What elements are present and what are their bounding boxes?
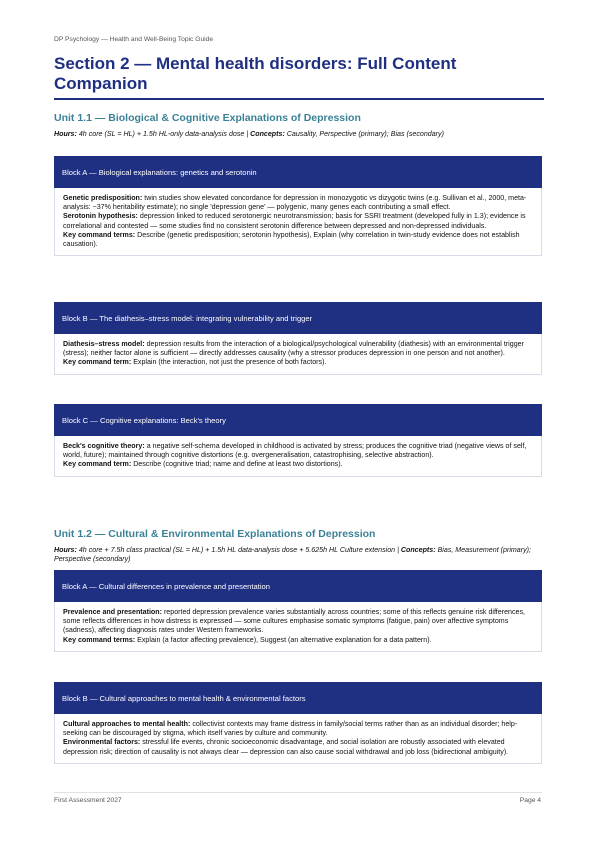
- paragraph: [63, 358, 533, 367]
- paragraph: [63, 636, 533, 645]
- paragraph: [63, 460, 533, 469]
- paragraph-text: stressful life events, chronic socioeconomic disadvantage, and social isolation are robustly associated with elevated depression risk; direction of causality is not always clear — depression can also cause social withdrawal and job loss (bidirectional ambiguity).: [63, 738, 509, 756]
- term-label: Key command term:: [63, 460, 132, 469]
- unit-1-1-block-b-header: Block B — The diathesis–stress model: integrating vulnerability and trigger: [54, 302, 542, 334]
- paragraph-text: reported depression prevalence varies substantially across countries; some of this reflects genuine risk differences, some reflects differences in how distress is expressed — some cultures emphasise somatic symptoms (fatigue, pain) over affective symptoms (sadness), affecting diagnosis rates under Western frameworks.: [63, 608, 525, 635]
- paragraph-text: depression linked to reduced serotonergic neurotransmission; basis for SSRI treatment (developed fully in 1.3); evidence is correlational and contested — some studies find no consistent serotonin difference between depressed and non-depressed individuals.: [63, 212, 526, 230]
- unit-1-1-block-a-header: Block A — Biological explanations: genetics and serotonin: [54, 156, 542, 188]
- section-title: Section 2 — Mental health disorders: Full Content Companion: [54, 54, 457, 93]
- term-label: Key command terms:: [63, 230, 136, 239]
- unit-1-1-meta: [54, 130, 544, 139]
- term-label: Cultural approaches to mental health:: [63, 720, 191, 728]
- term-label: Beck's cognitive theory:: [63, 442, 145, 450]
- footer-rule: [54, 792, 542, 793]
- running-header: DP Psychology — Health and Well-Being Topic Guide: [54, 36, 214, 43]
- paragraph-text: Explain (a factor affecting prevalence), Suggest (an alternative explanation for a data pattern).: [137, 635, 432, 644]
- unit-1-1-block-c-header: Block C — Cognitive explanations: Beck's theory: [54, 404, 542, 436]
- term-label: Key command terms:: [63, 635, 136, 644]
- page-number: Page 4: [519, 797, 541, 804]
- concepts-label: Concepts:: [250, 130, 285, 138]
- paragraph-text: Describe (genetic predisposition; serotonin hypothesis), Explain (why correlation in twin-study evidence does not establish causation).: [63, 230, 520, 249]
- title-rule: [54, 98, 544, 100]
- term-label: Serotonin hypothesis:: [63, 212, 138, 221]
- paragraph-text: collectivist contexts may frame distress in family/social terms rather than as an individual disorder; help-seeking can be discouraged by stigma, which itself varies by culture and community.: [63, 720, 518, 738]
- paragraph-text: Explain (the interaction, not just the presence of both factors).: [133, 358, 327, 367]
- unit-1-1-heading: Unit 1.1 — Biological & Cognitive Explanations of Depression: [54, 112, 361, 124]
- paragraph: [63, 720, 533, 738]
- unit-1-2-block-a-header: Block A — Cultural differences in prevalence and presentation: [54, 570, 542, 602]
- concepts-label: Concepts:: [400, 546, 436, 554]
- unit-1-2-meta: [54, 546, 544, 564]
- unit-1-1-block-a-body: [54, 188, 542, 256]
- paragraph: [63, 608, 533, 636]
- hours-text: 4h core (SL = HL) + 1.5h HL-only data-analysis dose |: [78, 130, 251, 138]
- footer-assessment: First Assessment 2027: [54, 797, 122, 804]
- unit-1-2-block-b-header: Block B — Cultural approaches to mental health & environmental factors: [54, 682, 542, 714]
- unit-1-2-block-b-body: [54, 714, 542, 764]
- concepts-text: Causality, Perspective (primary); Bias (secondary): [286, 130, 444, 138]
- paragraph: [63, 212, 533, 230]
- paragraph: [63, 231, 533, 249]
- paragraph: [63, 194, 533, 212]
- term-label: Environmental factors:: [63, 738, 141, 747]
- term-label: Genetic predisposition:: [63, 194, 143, 202]
- paragraph: [63, 442, 533, 460]
- term-label: Key command term:: [63, 358, 132, 367]
- unit-1-2-heading: Unit 1.2 — Cultural & Environmental Explanations of Depression: [54, 528, 376, 540]
- unit-1-1-block-c-body: [54, 436, 542, 477]
- term-label: Prevalence and presentation:: [63, 608, 162, 616]
- concepts-text: Bias, Measurement (primary); Perspective (secondary): [54, 546, 531, 563]
- paragraph-text: twin studies show elevated concordance for depression in monozygotic vs dizygotic twins (e.g. Sullivan et al., 2000, meta-analysis: ~37% heritability estimate); no single 'depression gene' — polygenic, many genes each contributing a small effect.: [63, 194, 527, 212]
- paragraph-text: Describe (cognitive triad; name and define at least two distortions).: [133, 460, 343, 469]
- hours-label: Hours:: [54, 546, 77, 554]
- paragraph-text: a negative self-schema developed in childhood is activated by stress; produces the cognitive triad (negative views of self, world, future); maintained through cognitive distortions (e.g. overgeneralisation, catastrophising, selective abstraction).: [63, 442, 527, 460]
- paragraph: [63, 340, 533, 358]
- unit-1-1-block-b-body: [54, 334, 542, 375]
- unit-1-2-block-a-body: [54, 602, 542, 652]
- hours-label: Hours:: [54, 130, 77, 138]
- term-label: Diathesis–stress model:: [63, 340, 145, 348]
- paragraph: [63, 738, 533, 756]
- hours-text: 4h core + 7.5h class practical (SL = HL) + 1.5h HL data-analysis dose + 5.625h HL Culture extension |: [78, 546, 401, 554]
- paragraph-text: depression results from the interaction of a biological/psychological vulnerability (diathesis) with an environmental trigger (stress); neither factor alone is sufficient — directly addresses causality (why a stressor produces depression in one person and not another).: [63, 340, 524, 358]
